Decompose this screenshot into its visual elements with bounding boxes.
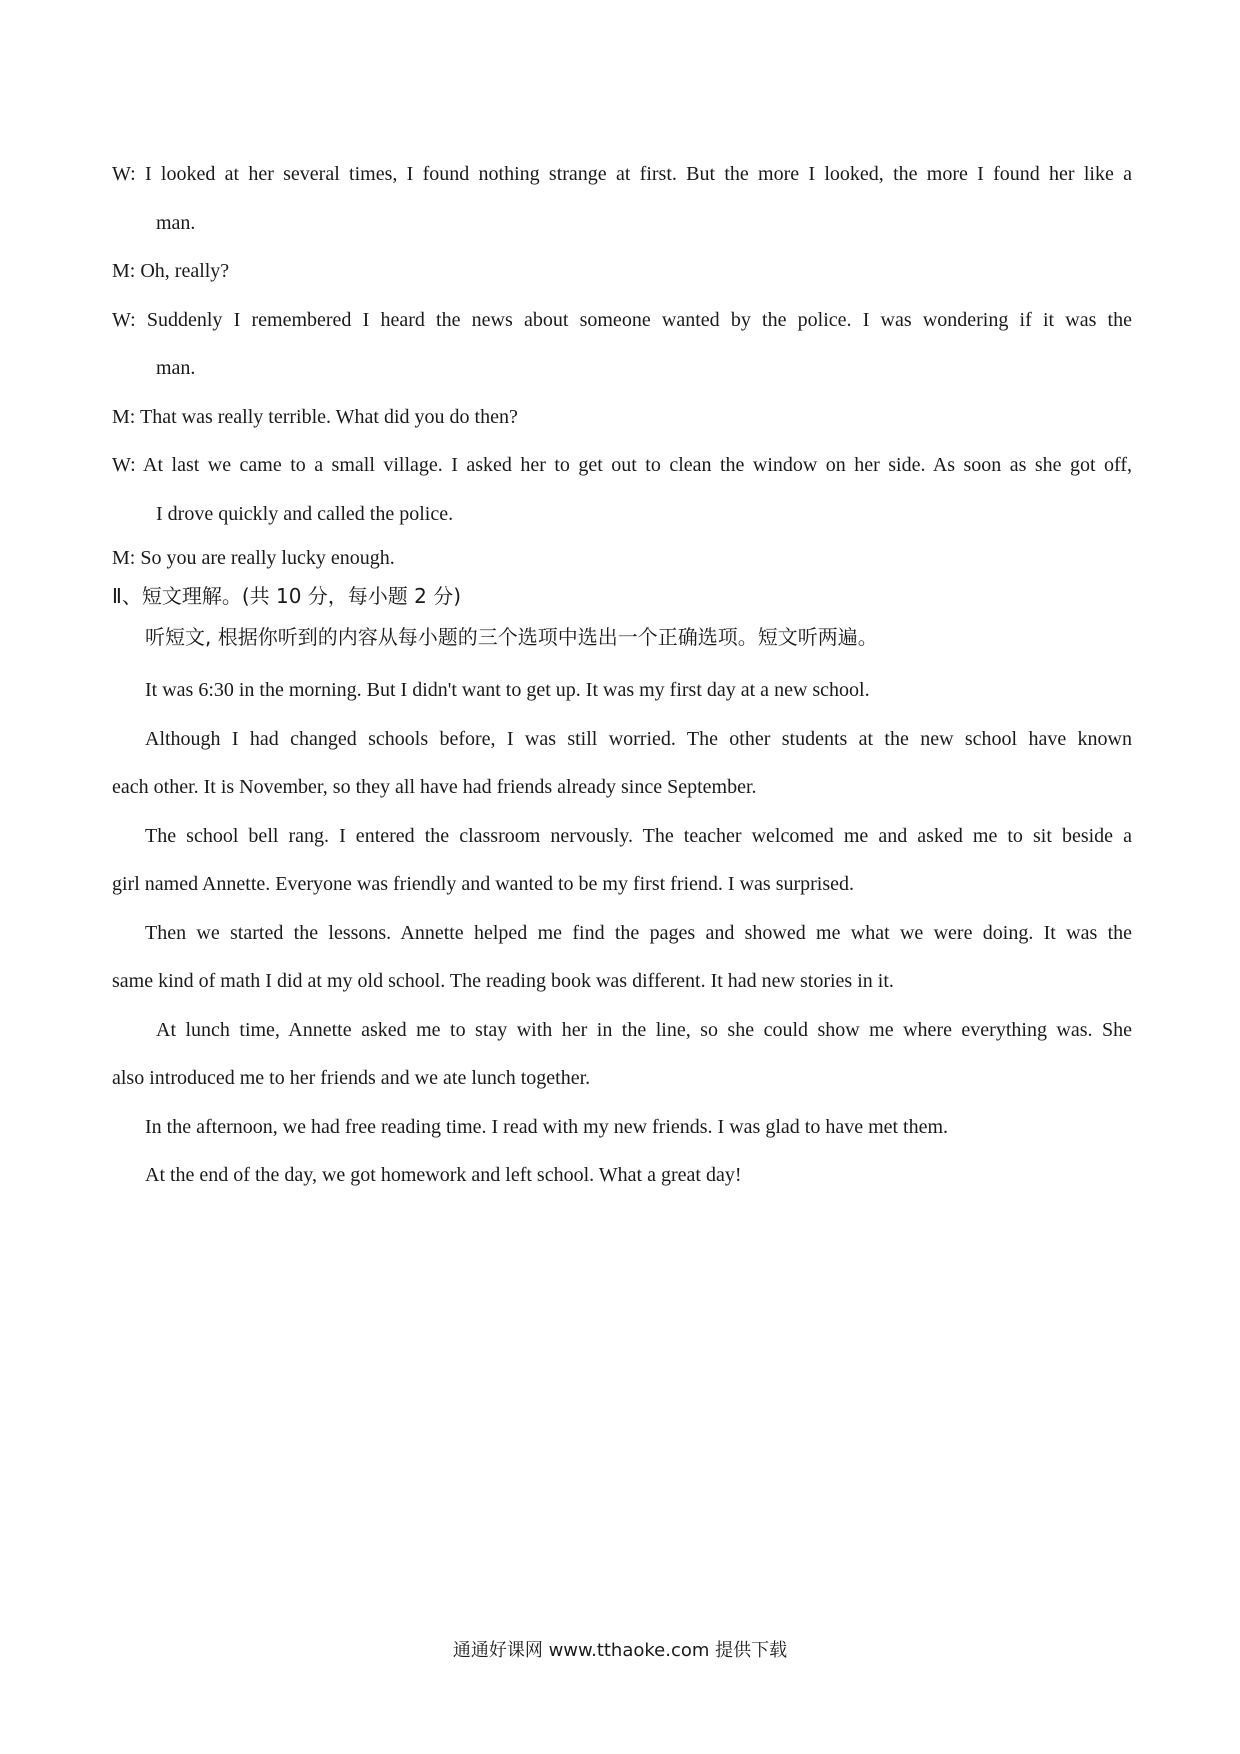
- passage-line: It was 6:30 in the morning. But I didn't want to get up. It was my first day at a new school.: [145, 679, 870, 701]
- dialogue-line: W: Suddenly I remembered I heard the news about someone wanted by the police. I was wondering if it was the: [112, 308, 1132, 331]
- dialogue-line: W: I looked at her several times, I found nothing strange at first. But the more I looked, the more I found her like a: [112, 163, 1132, 185]
- page-footer: 通通好课网 www.tthaoke.com 提供下载: [452, 1640, 788, 1661]
- dialogue-line: M: Oh, really?: [112, 260, 230, 282]
- dialogue-line: man.: [156, 211, 196, 234]
- passage-line: girl named Annette. Everyone was friendly and wanted to be my first friend. I was surprised.: [112, 873, 855, 895]
- dialogue-line: W: At last we came to a small village. I asked her to get out to clean the window on her side. As soon as she got off,: [112, 454, 1132, 476]
- document-page: [112, 150, 1132, 1200]
- passage-line: Then we started the lessons. Annette helped me find the pages and showed me what we were doing. It was the: [145, 921, 1132, 944]
- dialogue-line: I drove quickly and called the police.: [156, 502, 454, 525]
- dialogue-line: man.: [156, 357, 196, 379]
- passage-line: The school bell rang. I entered the classroom nervously. The teacher welcomed me and asked me to sit beside a: [145, 824, 1132, 847]
- section-instruction: 听短文, 根据你听到的内容从每小题的三个选项中选出一个正确选项。短文听两遍。: [145, 625, 878, 649]
- passage-line: Although I had changed schools before, I was still worried. The other students at the new school have known: [145, 727, 1132, 750]
- passage-line: At the end of the day, we got homework and left school. What a great day!: [145, 1164, 742, 1186]
- dialogue-line: M: So you are really lucky enough.: [112, 547, 395, 569]
- passage-line: each other. It is November, so they all have had friends already since September.: [112, 776, 757, 798]
- passage-line: same kind of math I did at my old school. The reading book was different. It had new stories in it.: [112, 970, 894, 992]
- dialogue-line: M: That was really terrible. What did you do then?: [112, 405, 518, 428]
- section-heading: Ⅱ、短文理解。(共 10 分，每小题 2 分): [112, 584, 462, 608]
- passage-line: At lunch time, Annette asked me to stay with her in the line, so she could show me where everything was. She: [156, 1018, 1132, 1041]
- passage-line: In the afternoon, we had free reading time. I read with my new friends. I was glad to have met them.: [145, 1115, 949, 1138]
- passage-line: also introduced me to her friends and we ate lunch together.: [112, 1067, 591, 1089]
